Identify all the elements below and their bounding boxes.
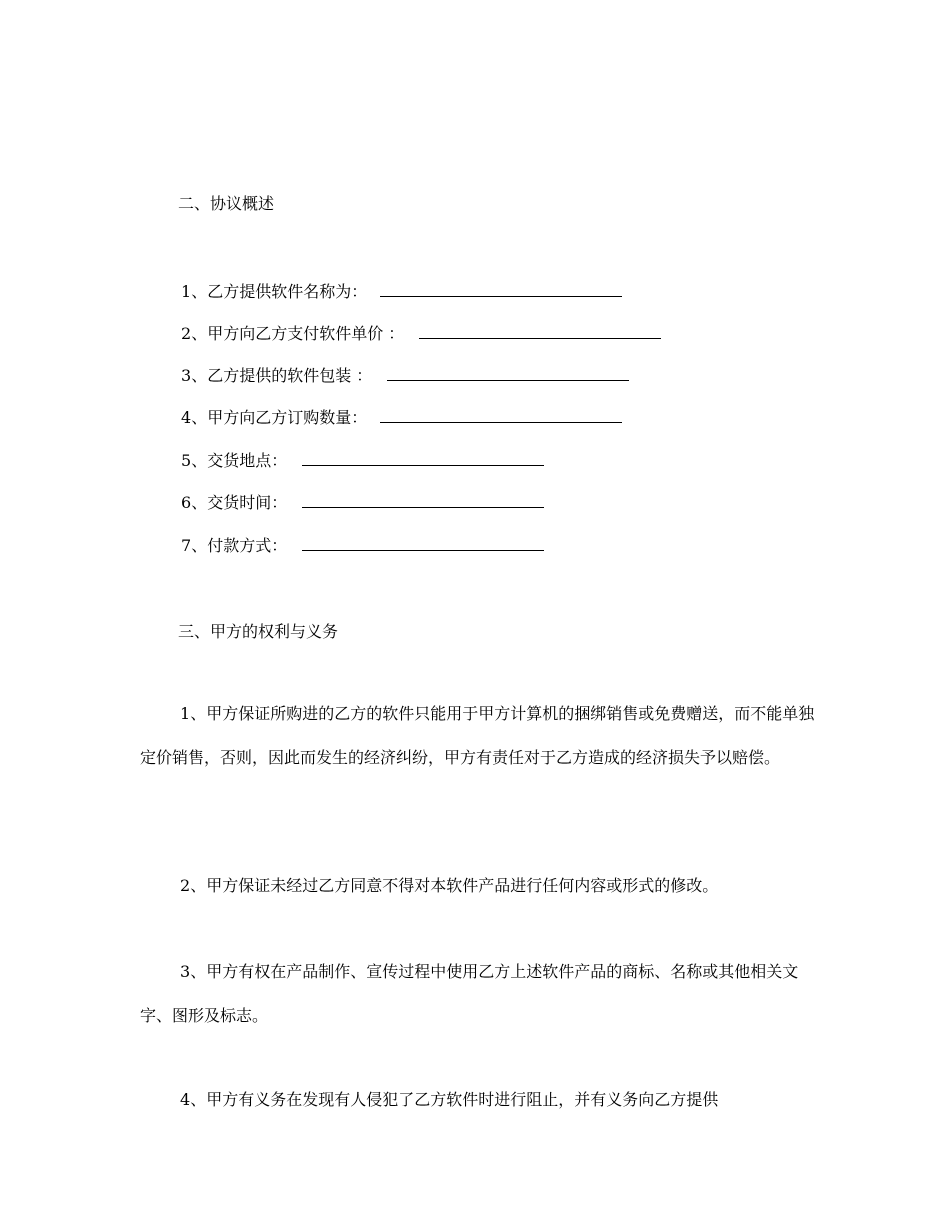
clause-paragraph-1 [140,692,830,780]
fill-in-blank[interactable] [419,324,661,339]
field-payment-method [181,536,544,556]
fill-in-blank[interactable] [380,282,622,297]
field-label: 、付款方式： [191,536,288,555]
fill-in-blank[interactable] [302,493,544,508]
clause-text: 、甲方有义务在发现有人侵犯了乙方软件时进行阻止，并有义务向乙方提供 [190,1090,719,1109]
field-number: 6 [181,493,192,512]
section-heading-agreement-overview: 二、协议概述 [178,194,275,213]
fill-in-blank[interactable] [302,451,544,466]
field-unit-price [181,324,661,344]
field-label: 、甲方向乙方订购数量： [191,408,368,427]
field-number: 7 [181,536,192,555]
clause-paragraph-2 [140,864,830,908]
field-number: 5 [181,451,192,470]
clause-paragraph-3 [140,950,830,1038]
clause-text: 、甲方有权在产品制作、宣传过程中使用乙方上述软件产品的商标、名称或其他相关文字、图形及标志。 [140,962,799,1025]
fill-in-blank[interactable] [380,408,622,423]
section-heading-party-a-rights: 三、甲方的权利与义务 [178,622,339,641]
clause-text: 、甲方保证所购进的乙方的软件只能用于甲方计算机的捆绑销售或免费赠送，而不能单独定价销售，否则，因此而发生的经济纠纷，甲方有责任对于乙方造成的经济损失予以赔偿。 [140,704,815,767]
clause-number: 4 [180,1090,191,1109]
field-label: 、乙方提供软件名称为： [191,282,368,301]
field-number: 1 [181,282,192,301]
field-label: 、乙方提供的软件包装 ： [191,366,373,385]
field-label: 、甲方向乙方支付软件单价 ： [191,324,405,343]
field-order-quantity [181,408,622,428]
clause-number: 2 [180,876,191,895]
field-delivery-location [181,451,544,471]
field-label: 、交货地点： [191,451,288,470]
field-delivery-time [181,493,544,513]
clause-text: 、甲方保证未经过乙方同意不得对本软件产品进行任何内容或形式的修改。 [190,876,719,895]
clause-number: 1 [180,704,191,723]
field-packaging [181,366,629,386]
field-number: 3 [181,366,192,385]
field-software-name [181,282,622,302]
field-label: 、交货时间： [191,493,288,512]
fill-in-blank[interactable] [302,536,544,551]
clause-paragraph-4 [140,1078,830,1122]
field-number: 2 [181,324,192,343]
clause-number: 3 [180,962,191,981]
fill-in-blank[interactable] [387,366,629,381]
field-number: 4 [181,408,192,427]
